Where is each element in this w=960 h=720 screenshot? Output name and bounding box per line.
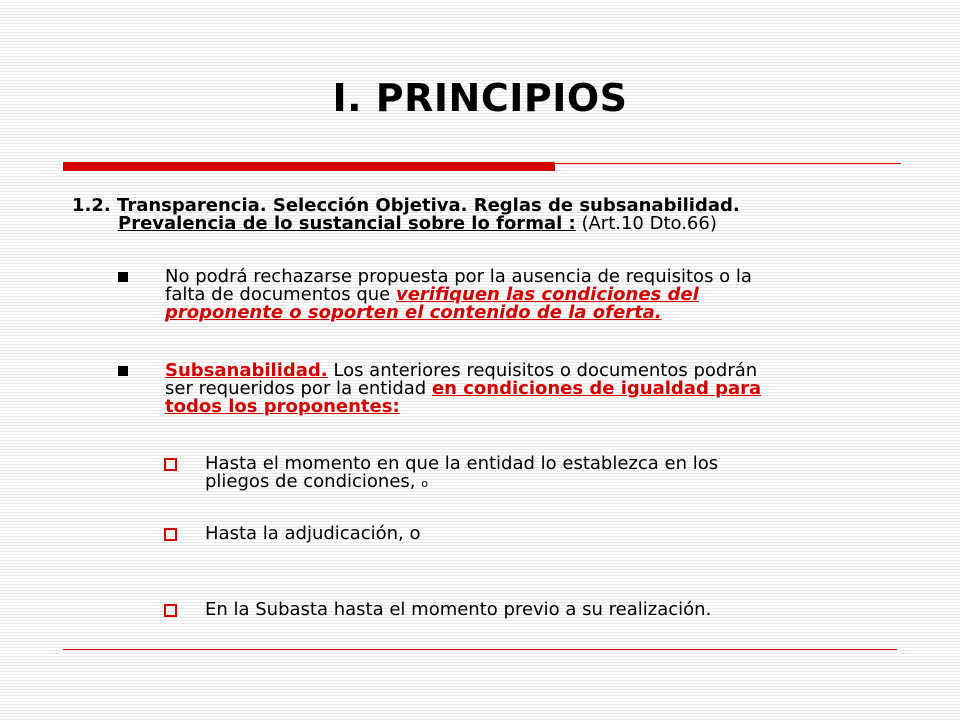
square-bullet-icon — [118, 272, 128, 282]
sub-item-1-line1: Hasta el momento en que la entidad lo establezca en los — [205, 453, 719, 474]
sub-item-1-suffix: o — [421, 477, 428, 490]
section-reference: (Art.10 Dto.66) — [575, 213, 717, 234]
section-number: 1.2. — [72, 195, 111, 216]
top-divider — [63, 163, 901, 164]
bullet-paragraph-2 — [165, 362, 875, 416]
bullet-2-line2: ser requeridos por la entidad — [165, 378, 432, 399]
hollow-square-bullet-icon — [164, 604, 177, 617]
hollow-square-bullet-icon — [164, 458, 177, 471]
sub-item-3: En la Subasta hasta el momento previo a su realización. — [205, 599, 712, 620]
bullet-1-line2: falta de documentos que — [165, 284, 396, 305]
section-title-line1: Transparencia. Selección Objetiva. Reglas de subsanabilidad. — [117, 195, 740, 216]
bottom-divider — [63, 649, 897, 650]
bullet-paragraph-1 — [165, 268, 875, 322]
hollow-square-bullet-icon — [164, 528, 177, 541]
sub-item-2: Hasta la adjudicación, o — [205, 523, 421, 544]
subsanabilidad-lead: Subsanabilidad. — [165, 360, 328, 381]
square-bullet-icon — [118, 366, 128, 376]
bullet-1-emphasis: verifiquen las condiciones del — [395, 284, 699, 305]
bullet-2-emphasis-cont: todos los proponentes: — [165, 396, 400, 417]
section-heading — [72, 197, 872, 233]
slide-title: I. PRINCIPIOS — [332, 76, 628, 120]
section-title-line2: Prevalencia de lo sustancial sobre lo formal : — [118, 213, 576, 234]
sub-item-1-line2: pliegos de condiciones, — [205, 471, 416, 492]
bullet-1-emphasis-cont: proponente o soporten el contenido de la oferta. — [165, 302, 662, 323]
sub-item-1 — [205, 455, 885, 493]
bullet-1-line1: No podrá rechazarse propuesta por la ausencia de requisitos o la — [165, 266, 752, 287]
bullet-2-line1: Los anteriores requisitos o documentos podrán — [327, 360, 758, 381]
bullet-2-emphasis: en condiciones de igualdad para — [431, 378, 762, 399]
